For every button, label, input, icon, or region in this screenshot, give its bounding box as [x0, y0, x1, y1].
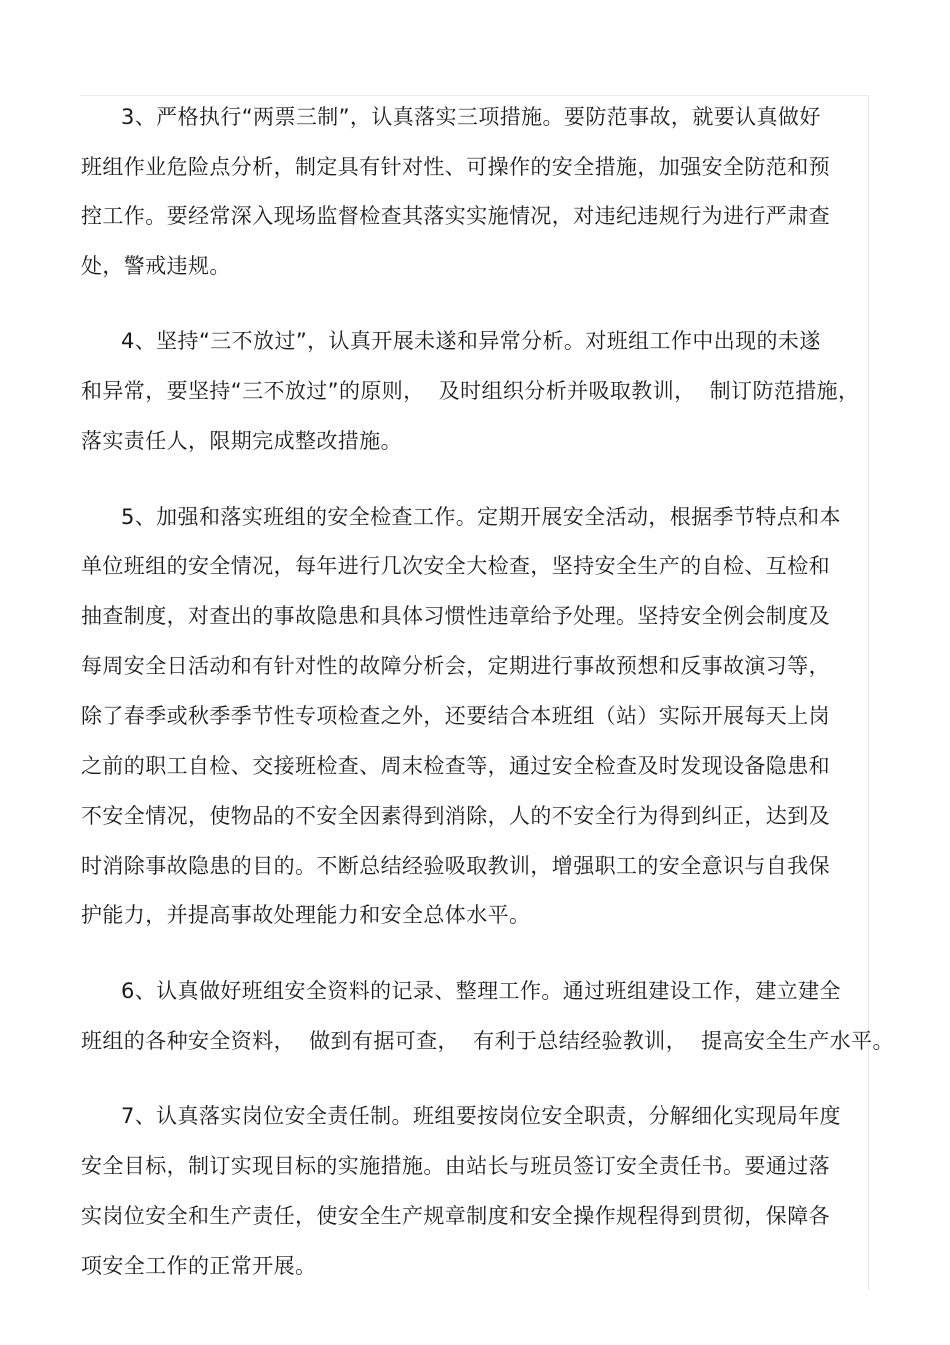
- text-line: 抽查制度，对查出的事故隐患和具体习惯性违章给予处理。坚持安全例会制度及: [81, 604, 830, 628]
- text-line: 护能力，并提高事故处理能力和安全总体水平。: [81, 903, 531, 927]
- page-top-border: [80, 95, 869, 96]
- text-line: 3、严格执行“两票三制”，认真落实三项措施。要防范事故，就要认真做好: [121, 105, 821, 129]
- text-line: 控工作。要经常深入现场监督检查其落实实施情况，对违纪违规行为进行严肃查: [81, 204, 830, 228]
- text-line: 6、认真做好班组安全资料的记录、整理工作。通过班组建设工作，建立建全: [121, 979, 841, 1003]
- text-line: 每周安全日活动和有针对性的故障分析会，定期进行事故预想和反事故演习等，: [81, 654, 830, 678]
- text-line: 和异常，要坚持“三不放过”的原则， 及时组织分析并吸取教训， 制订防范措施，: [81, 379, 860, 403]
- text-line: 实岗位安全和生产责任，使安全生产规章制度和安全操作规程得到贯彻，保障各: [81, 1204, 830, 1228]
- text-line: 4、坚持“三不放过”，认真开展未遂和异常分析。对班组工作中出现的未遂: [121, 329, 821, 353]
- text-line: 之前的职工自检、交接班检查、周末检查等，通过安全检查及时发现设备隐患和: [81, 754, 830, 778]
- page-right-border: [868, 95, 869, 1290]
- text-line: 除了春季或秋季季节性专项检查之外，还要结合本班组（站）实际开展每天上岗: [81, 704, 830, 728]
- text-line: 单位班组的安全情况，每年进行几次安全大检查，坚持安全生产的自检、互检和: [81, 554, 830, 578]
- text-line: 5、加强和落实班组的安全检查工作。定期开展安全活动，根据季节特点和本: [121, 505, 841, 529]
- text-line: 时消除事故隐患的目的。不断总结经验吸取教训，增强职工的安全意识与自我保: [81, 854, 830, 878]
- text-line: 落实责任人，限期完成整改措施。: [81, 429, 402, 453]
- text-line: 7、认真落实岗位安全责任制。班组要按岗位安全职责，分解细化实现局年度: [121, 1104, 841, 1128]
- text-line: 处，警戒违规。: [81, 254, 231, 278]
- text-line: 项安全工作的正常开展。: [81, 1254, 317, 1278]
- text-line: 班组作业危险点分析，制定具有针对性、可操作的安全措施，加强安全防范和预: [81, 155, 830, 179]
- text-line: 安全目标，制订实现目标的实施措施。由站长与班员签订安全责任书。要通过落: [81, 1154, 830, 1178]
- text-line: 不安全情况，使物品的不安全因素得到消除，人的不安全行为得到纠正，达到及: [81, 804, 830, 828]
- text-line: 班组的各种安全资料， 做到有据可查， 有利于总结经验教训， 提高安全生产水平。: [81, 1029, 894, 1053]
